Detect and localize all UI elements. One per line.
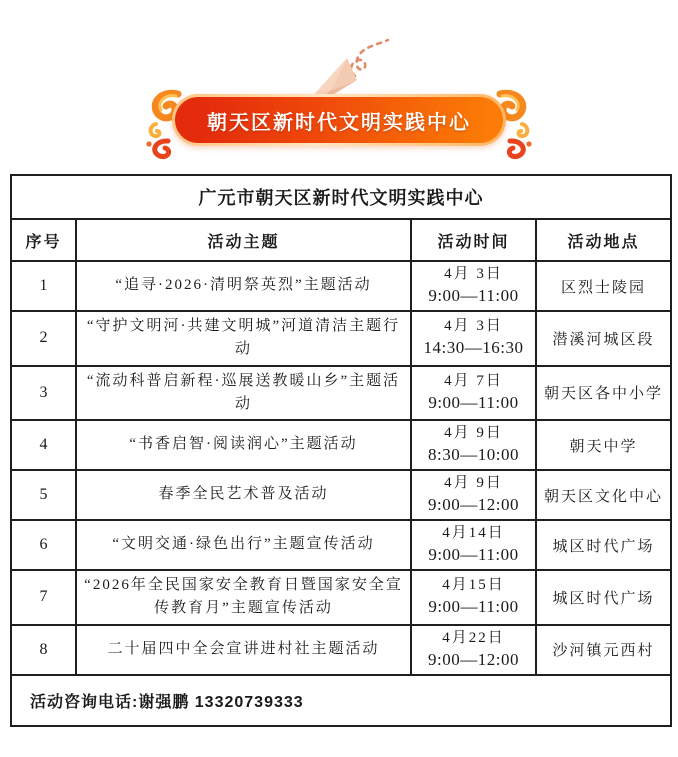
cell-location: 城区时代广场 [536, 570, 671, 625]
cell-datetime [411, 625, 536, 675]
cell-location: 潜溪河城区段 [536, 311, 671, 366]
banner-title: 朝天区新时代文明实践中心 [207, 111, 471, 134]
cell-theme: “书香启智·阅读润心”主题活动 [76, 420, 411, 470]
cell-datetime [411, 366, 536, 421]
table-row [11, 520, 671, 570]
cell-time: 9:00—11:00 [428, 286, 519, 306]
header-location: 活动地点 [536, 219, 671, 261]
cell-theme: “守护文明河·共建文明城”河道清洁主题行动 [76, 311, 411, 366]
cell-location: 区烈士陵园 [536, 261, 671, 311]
cell-theme: “文明交通·绿色出行”主题宣传活动 [76, 520, 411, 570]
cell-time: 9:00—12:00 [428, 649, 519, 669]
cell-date: 4月22日 [442, 629, 505, 646]
cell-datetime [411, 570, 536, 625]
cell-location: 朝天中学 [536, 420, 671, 470]
table-row [11, 420, 671, 470]
cell-date: 4月14日 [442, 525, 505, 542]
cell-datetime [411, 470, 536, 520]
table-title: 广元市朝天区新时代文明实践中心 [11, 175, 671, 219]
cell-date: 4月15日 [442, 577, 505, 594]
banner [172, 94, 506, 146]
cell-location: 朝天区文化中心 [536, 470, 671, 520]
table-footer-row [11, 675, 671, 726]
header-no: 序号 [11, 219, 76, 261]
cell-no: 2 [11, 311, 76, 366]
cell-time: 9:00—11:00 [428, 545, 519, 565]
cell-location: 城区时代广场 [536, 520, 671, 570]
cell-theme: “追寻·2026·清明祭英烈”主题活动 [76, 261, 411, 311]
cell-date: 4月 7日 [444, 372, 503, 389]
table-row [11, 470, 671, 520]
table-title-row [11, 175, 671, 219]
table-row [11, 366, 671, 421]
table-row [11, 261, 671, 311]
header-theme: 活动主题 [76, 219, 411, 261]
cell-datetime [411, 520, 536, 570]
cell-theme: 春季全民艺术普及活动 [76, 470, 411, 520]
cell-datetime [411, 261, 536, 311]
cell-no: 8 [11, 625, 76, 675]
cell-date: 4月 9日 [444, 475, 503, 492]
cell-date: 4月 3日 [444, 266, 503, 283]
cell-time: 9:00—11:00 [428, 597, 519, 617]
cell-datetime [411, 311, 536, 366]
banner-pill-core [175, 97, 503, 143]
cell-time: 9:00—11:00 [428, 392, 519, 412]
header-time: 活动时间 [411, 219, 536, 261]
cell-date: 4月 9日 [444, 425, 503, 442]
table-row [11, 625, 671, 675]
cell-no: 7 [11, 570, 76, 625]
cell-location: 沙河镇元西村 [536, 625, 671, 675]
cell-no: 3 [11, 366, 76, 421]
cell-datetime [411, 420, 536, 470]
cell-time: 9:00—12:00 [428, 495, 519, 515]
cell-no: 6 [11, 520, 76, 570]
contact-info: 活动咨询电话:谢强鹏 13320739333 [11, 675, 671, 726]
schedule-table [10, 174, 672, 727]
cell-theme: “流动科普启新程·巡展送教暖山乡”主题活动 [76, 366, 411, 421]
cell-no: 1 [11, 261, 76, 311]
cell-location: 朝天区各中小学 [536, 366, 671, 421]
cell-time: 14:30—16:30 [423, 338, 524, 358]
banner-pill [172, 94, 506, 146]
table-row [11, 311, 671, 366]
cell-theme: “2026年全民国家安全教育日暨国家安全宣传教育月”主题宣传活动 [76, 570, 411, 625]
cell-date: 4月 3日 [444, 318, 503, 335]
cell-theme: 二十届四中全会宣讲进村社主题活动 [76, 625, 411, 675]
cell-time: 8:30—10:00 [428, 445, 519, 465]
cell-no: 4 [11, 420, 76, 470]
table-header-row [11, 219, 671, 261]
table-row [11, 570, 671, 625]
cell-no: 5 [11, 470, 76, 520]
